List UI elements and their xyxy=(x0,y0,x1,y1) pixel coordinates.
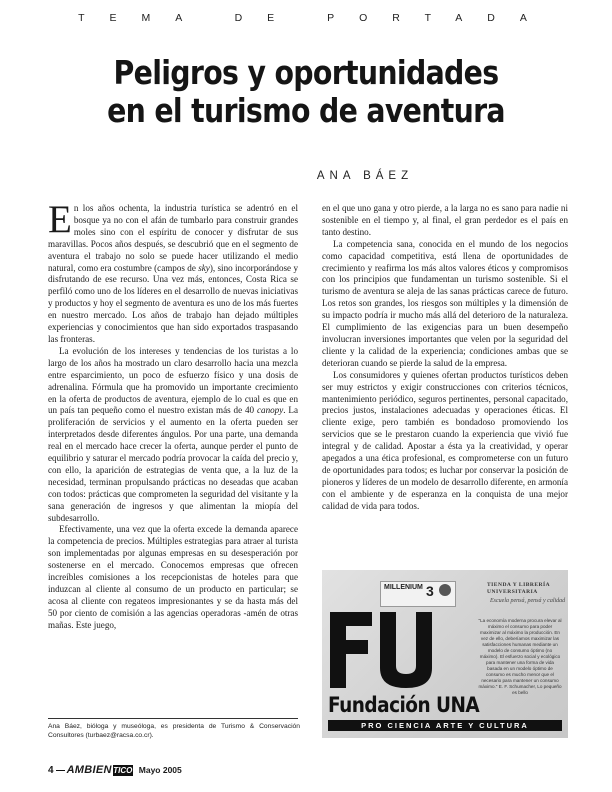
column-left xyxy=(48,198,298,632)
paragraph: Los consumidores y quienes ofertan productos turísticos deben ser muy estrictos y exigir construcciones con criterios técnicos, mantenimiento periódico, seguros pertinentes, personal capacitado, precios justos, instalaciones adecuadas y operaciones éticas. El cliente exige, pero también es bondadoso promoviendo los servicios que se le prestaron cuando la experiencia que vivió fue integral y de calidad. Apostar a ésta ya la creatividad, y operar apegados a una ética profesional, es comprometerse con un futuro de oportunidades para todos; es luchar por conservar la posición de pioneros y líderes de un modelo de desarrollo diferente, en armonía con el ambiente y de esperanza en la conquista de una mejor calidad de vida para todos. xyxy=(322,369,568,511)
millennium-number: 3 xyxy=(426,583,434,599)
title-line-2: en el turismo de aventura xyxy=(107,91,505,130)
footer-dash xyxy=(56,770,65,771)
author-byline: ANA BÁEZ xyxy=(316,170,414,182)
magazine-name: AMBIEN xyxy=(66,764,112,776)
footnote-divider xyxy=(48,718,298,719)
store-name: TIENDA Y LIBRERÍA UNIVERSITARIA xyxy=(487,582,550,595)
store-slogan: Escuela pensá, pensá y calidad xyxy=(490,598,566,604)
paragraph: La competencia sana, conocida en el mundo de los negocios como capacidad competitiva, está llena de oportunidades de crecimiento y reafirma los más altos valores éticos y compromisos con los principios que fundamentan un turismo sostenible. Si el turismo de aventura se aleja de las sanas prácticas carece de futuro. Los retos son grandes, los riesgos son múltiples y la dimensión de su impacto podría ir mucho más allá del deterioro de la naturaleza. El cumplimiento de las exigencias para un buen desempeño involucran inversiones importantes que velen por la seguridad del cliente y la calidad de la experiencia; condiciones ambas que se deterioran cuando se pierde la salud de la empresa. xyxy=(322,238,568,368)
paragraph: Efectivamente, una vez que la oferta excede la demanda aparece la competencia de precios. Múltiples estrategias para atraer al turista son implementadas por algunas empresas en su desesperación por sostenerse en el mercado. Conocemos empresas que ofrecen increíbles comisiones a los recepcionistas de hoteles para que induzcan al cliente al consumo de un producto en particular; se acosa al cliente con regateos impresionantes y se da hasta más del 50 por ciento de comisión a las agencias operadoras -amén de otras mañas. Este juego, xyxy=(48,524,298,630)
article-title xyxy=(43,54,569,130)
advertisement xyxy=(322,570,568,738)
magazine-logo-icon: TICO xyxy=(113,765,133,775)
drop-cap: E xyxy=(48,198,72,241)
ad-quote: "La economía moderna procura elevar al máximo el consumo para poder maximizar al máximo la producción. En vez de ello, deberíamos maximizar las satisfacciones humanas mediante un modelo de consumo óptimo (no máximo). El esfuerzo social y ecológico para mantener una forma de vida basada en un modelo óptimo de consumo es mucho menor que el necesario para mantener un consumo máximo." E. F. Schumacher, Lo pequeño es bello xyxy=(478,618,562,695)
paragraph: En los años ochenta, la industria turística se adentró en el bosque ya no con el afán de tumbarlo para construir grandes moles sino con el espíritu de conocer y disfrutar de sus maravillas. Pocos años después, se descubrió que en el segmento de aventura el trabajo no solo se puede hacer utilizando el medio natural, como era costumbre (campos de sky), sino incorporándose y disfrutando de ese recurso. Una vez más, entonces, Costa Rica se perfiló como uno de los líderes en el desarrollo de nuevas iniciativas y productos y hoy el segmento de aventura es uno de los más fuertes en nuestro mercado. Los años de trabajo han dejado múltiples experiencias y conocimientos que han sido exportados traspasando las fronteras. xyxy=(48,198,298,344)
foundation-tagline: PRO CIENCIA ARTE Y CULTURA xyxy=(328,720,562,731)
page-number: 4 xyxy=(48,764,54,776)
issue-date: Mayo 2005 xyxy=(138,765,182,775)
fu-logo-icon xyxy=(328,610,443,690)
author-footnote: Ana Báez, bióloga y museóloga, es presidenta de Turismo & Conservación Consultores (turbaez@racsa.co.cr). xyxy=(48,723,300,739)
millennium-logo-icon xyxy=(439,584,451,596)
column-right xyxy=(322,203,568,513)
title-line-1: Peligros y oportunidades xyxy=(113,53,499,92)
millennium-label: MILLENIUM xyxy=(384,584,423,591)
paragraph: en el que uno gana y otro pierde, a la larga no es sano para nadie ni sostenible en el tiempo y, al final, el gran perdedor es el país en tanto destino. xyxy=(322,203,568,237)
page-footer xyxy=(48,764,182,776)
paragraph: La evolución de los intereses y tendencias de los turistas a lo largo de los años ha mostrado un claro desarrollo hacia una mezcla entre esparcimiento, un poco de esfuerzo físico y una dosis de adrenalina. Fórmula que ha promovido un importante crecimiento en la oferta de productos de aventura, ejemplo de lo cual es que en un país tan pequeño como el nuestro existan más de 40 canopy. La proliferación de servicios y el aumento en la oferta pueden ser interpretados desde diferentes ángulos. Por una parte, una demanda real en el mercado hace crecer la oferta, aunque perder el punto de equilibrio y saturar el mercado podría provocar la caída del precio y, con ello, la aparición de estrategias de venta que, a la luz de la necesidad, terminan propulsando prácticas no deseadas que acaban con todos: prácticas que comprometen la seguridad del visitante y la sana generación de ingresos y que alimentan la miopía del subdesarrollo. xyxy=(48,345,298,523)
section-header: TEMA DE PORTADA xyxy=(78,12,552,24)
foundation-name: Fundación UNA xyxy=(328,693,480,717)
